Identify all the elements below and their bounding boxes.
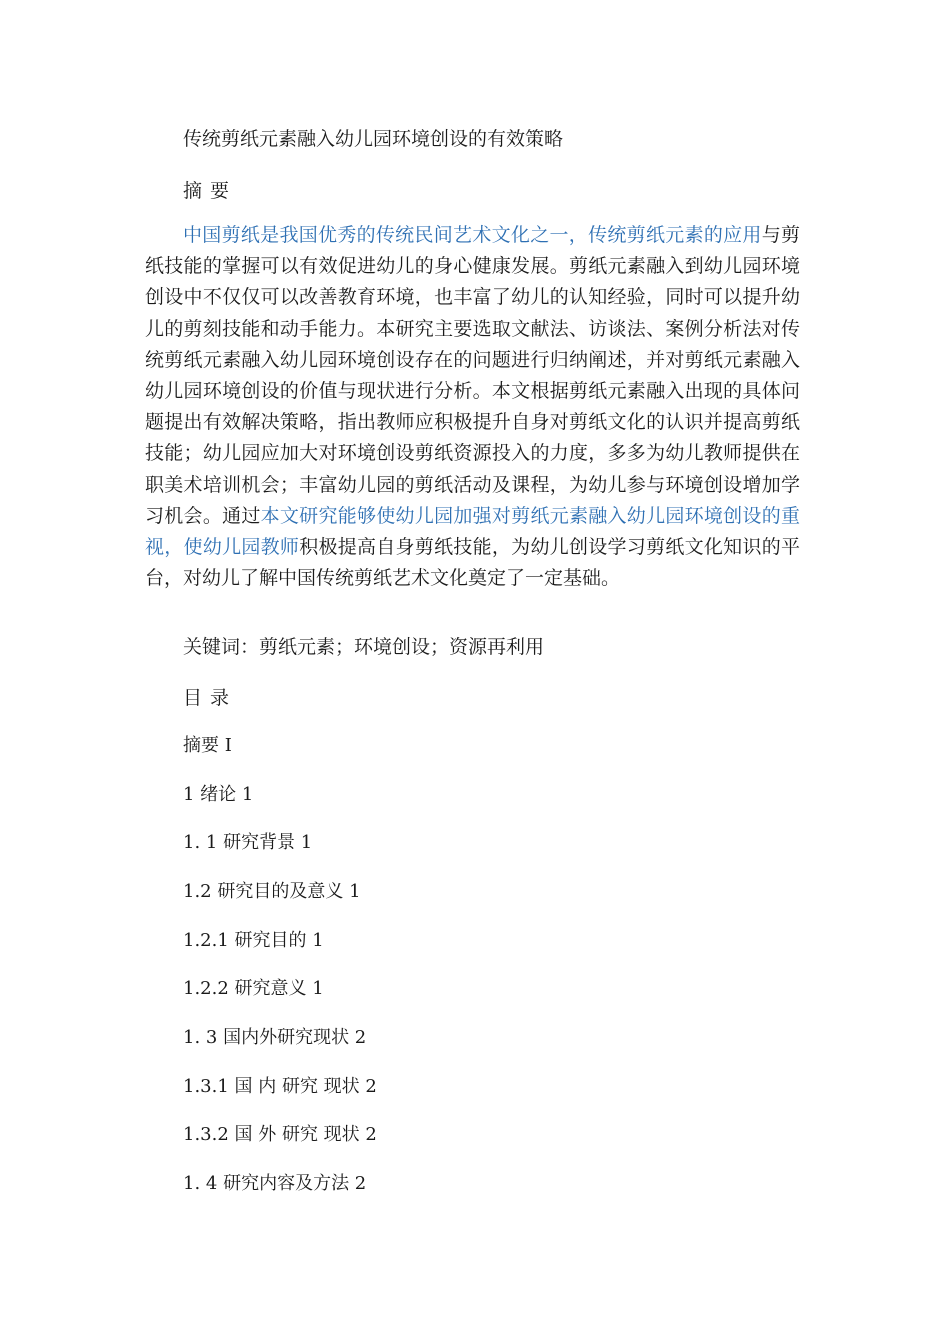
toc-item-1-4: 1. 4 研究内容及方法 2 [183,1173,367,1194]
toc-item-1-2-1: 1.2.1 研究目的 1 [183,930,324,951]
toc-heading: 目 录 [183,687,231,709]
toc-item-1: 1 绪论 1 [183,784,254,805]
toc-item-1-1: 1. 1 研究背景 1 [183,832,313,853]
toc-item-abstract: 摘要 I [183,735,232,756]
keywords: 关键词：剪纸元素；环境创设；资源再利用 [183,636,545,658]
toc-item-1-3-2: 1.3.2 国 外 研究 现状 2 [183,1124,377,1145]
abstract-paragraph [145,220,800,594]
document-title: 传统剪纸元素融入幼儿园环境创设的有效策略 [183,128,564,150]
toc-item-1-2: 1.2 研究目的及意义 1 [183,881,361,902]
toc-item-1-2-2: 1.2.2 研究意义 1 [183,978,324,999]
abstract-heading: 摘 要 [183,180,231,202]
abstract-text-2: 积极提高自身剪纸技能，为幼儿创设学习剪纸文化知识的平台，对幼儿了解中国传统剪纸艺术文化奠定了一定基础。 [145,536,800,590]
toc-item-1-3-1: 1.3.1 国 内 研究 现状 2 [183,1076,377,1097]
toc-item-1-3: 1. 3 国内外研究现状 2 [183,1027,367,1048]
abstract-link-1[interactable]: 中国剪纸是我国优秀的传统民间艺术文化之一，传统剪纸元素的应用 [183,224,762,246]
abstract-link-2[interactable]: 本文研究能够使幼儿园加强对剪纸元素融入幼儿园环境创设的重视，使幼儿园教师 [145,504,800,559]
abstract-text-1: 与剪纸技能的掌握可以有效促进幼儿的身心健康发展。剪纸元素融入到幼儿园环境创设中不仅仅可以改善教育环境，也丰富了幼儿的认知经验，同时可以提升幼儿的剪刻技能和动手能力。本研究主要选取文献法、访谈法、案例分析法对传统剪纸元素融入幼儿园环境创设存在的问题进行归纳阐述，并对剪纸元素融入幼儿园环境创设的价值与现状进行分析。本文根据剪纸元素融入出现的具体问题提出有效解决策略，指出教师应积极提升自身对剪纸文化的认识并提高剪纸技能；幼儿园应加大对环境创设剪纸资源投入的力度，多多为幼儿教师提供在职美术培训机会；丰富幼儿园的剪纸活动及课程，为幼儿参与环境创设增加学习机会。通过 [145,224,800,527]
